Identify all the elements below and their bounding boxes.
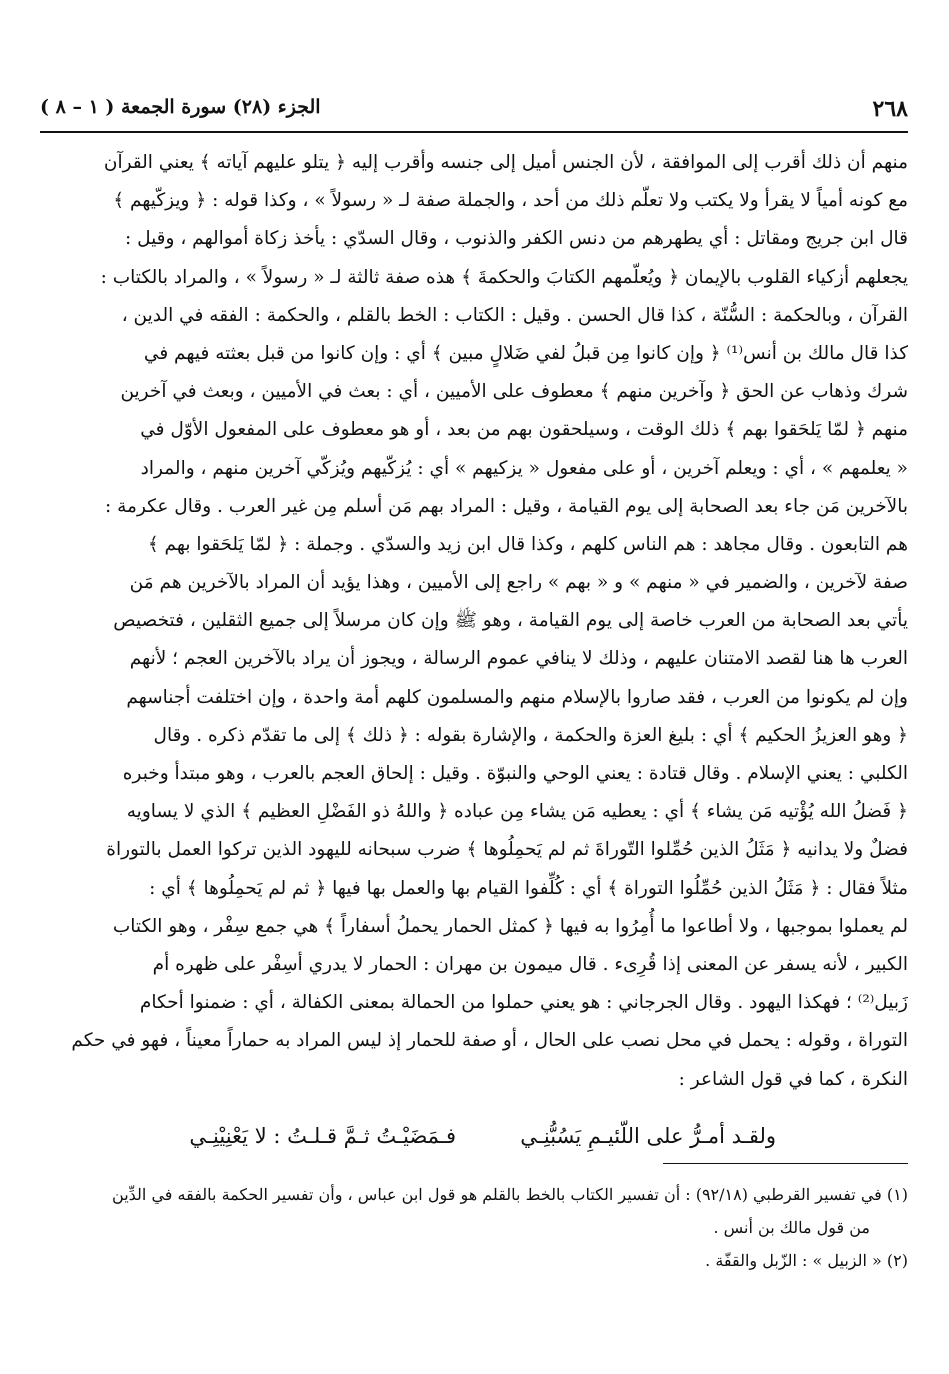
footnotes <box>40 1178 908 1277</box>
footnote-divider <box>663 1163 908 1164</box>
text-line: الكبير ، لأنه يسفر عن المعنى إذا قُرِىء . قال ميمون بن مهران : الحمار لا يدري أسِفْر على ظهره أم <box>152 953 908 975</box>
text-line: التوراة ، وقوله : يحمل في محل نصب على الحال ، أو صفة للحمار إذ ليس المراد به حماراً معيناً ، فهو في حكم <box>71 1030 908 1052</box>
text-line: هم التابعون . وقال مجاهد : هم الناس كلهم ، وكذا قال ابن زيد والسدّي . وجملة : ﴿ لمّا يَلحَقوا بهم ﴾ <box>147 533 908 555</box>
text-line: فضلٌ ولا يدانيه ﴿ مَثَلُ الذين حُمِّلوا التّوراةَ ثم لم يَحمِلُوها ﴾ ضرب سبحانه لليهود الذين تركوا العمل بالتوراة <box>106 839 908 861</box>
text-line: النكرة ، كما في قول الشاعر : <box>678 1068 908 1090</box>
text-line: العرب ها هنا لقصد الامتنان عليهم ، وذلك لا ينافي عموم الرسالة ، ويجوز أن يراد بالآخرين العجم ؛ لأنهم <box>129 648 908 670</box>
text-line: شرك وذهاب عن الحق ﴿ وآخرين منهم ﴾ معطوف على الأميين ، أي : بعث في الأميين ، وبعث في آخرين <box>120 381 908 403</box>
text-line: وإن لم يكونوا من العرب ، فقد صاروا بالإسلام منهم والمسلمون كلهم أمة واحدة ، وإن اختلفت أجناسهم <box>126 686 908 708</box>
header-divider <box>40 131 908 133</box>
footnote-2: (٢) « الزبيل » : الزّبل والقفّة . <box>705 1251 908 1270</box>
footnote-1: (١) في تفسير القرطبي (٩٢/١٨) : أن تفسير الكتاب بالخط بالقلم هو قول ابن عباس ، وأن تفسير الحكمة بالفقه في الدِّين <box>112 1185 908 1204</box>
text-line: مثلاً فقال : ﴿ مَثَلُ الذين حُمِّلُوا التوراة ﴾ أي : كُلِّفوا القيام بها والعمل بها فيها ﴿ ثم لم يَحمِلُوها ﴾ أي : <box>149 877 908 899</box>
text-line: مع كونه أمياً لا يقرأ ولا يكتب ولا تعلّم ذلك من أحد ، والجملة صفة لـ « رسولاً » ، وكذا قوله : ﴿ ويزكّيهم ﴾ <box>113 190 908 212</box>
verse-second-hemistich: فـمَضَيْـتُ ثـمَّ قـلـتُ : لا يَعْنِيْنِـي <box>189 1124 456 1148</box>
running-header <box>40 96 908 130</box>
footnote-1-continued: من قول مالك بن أنس . <box>713 1218 870 1237</box>
text-line: منهم أن ذلك أقرب إلى الموافقة ، لأن الجنس أميل إلى جنسه وأقرب إليه ﴿ يتلو عليهم آياته ﴾ يعني القرآن <box>103 152 908 173</box>
text-line: زَبيل⁽²⁾ ؛ فهكذا اليهود . وقال الجرجاني : هو يعني حملوا من الحمالة بمعنى الكفالة ، أي : ضمنوا أحكام <box>139 992 908 1014</box>
text-line: يأتي بعد الصحابة من العرب خاصة إلى يوم القيامة ، وهو ﷺ وإن كان مرسلاً إلى جميع الثقلين ، فتخصيص <box>113 610 908 632</box>
text-line: ﴿ فَضلُ الله يُؤْتيه مَن يشاء ﴾ أي : يعطيه مَن يشاء مِن عباده ﴿ واللهُ ذو الفَضْلِ العظيم ﴾ الذي لا يساويه <box>126 801 908 823</box>
page-number: ٢٦٨ <box>872 96 908 122</box>
verse-first-hemistich: ولقـد أمـرُّ على اللّئيـمِ يَسُبُّنِـي <box>520 1124 776 1148</box>
text-line: بالآخرين مَن جاء بعد الصحابة إلى يوم القيامة ، وقيل : المراد بهم مَن أسلم مِن غير العرب . وقال عكرمة : <box>105 495 908 517</box>
text-line: « يعلمهم » ، أي : ويعلم آخرين ، أو على مفعول « يزكيهم » أي : يُزكّيهم ويُزكّي آخرين منهم ، والمراد <box>140 457 908 479</box>
text-line: صفة لآخرين ، والضمير في « منهم » و « بهم » راجع إلى الأميين ، وهذا يؤيد أن المراد بالآخرين هم مَن <box>129 572 908 594</box>
text-line: لم يعملوا بموجبها ، ولا أطاعوا ما أُمِرُوا به فيها ﴿ كمثل الحمار يحملُ أسفاراً ﴾ هي جمع سِفْر ، وهو الكتاب <box>112 915 908 937</box>
text-line: يجعلهم أزكياء القلوب بالإيمان ﴿ ويُعلّمهم الكتابَ والحكمةَ ﴾ هذه صفة ثالثة لـ « رسولاً » ، والمراد بالكتاب : <box>100 266 908 288</box>
commentary-text <box>40 144 908 1099</box>
text-line: منهم ﴿ لمّا يَلحَقوا بهم ﴾ ذلك الوقت ، وسيلحقون بهم من بعد ، أو هو معطوف على المفعول الأوّل في <box>140 419 908 441</box>
text-line: ﴿ وهو العزيزُ الحكيم ﴾ أي : بليغ العزة والحكمة ، والإشارة بقوله : ﴿ ذلك ﴾ إلى ما تقدّم ذكره . وقال <box>153 724 908 746</box>
text-line: قال ابن جريج ومقاتل : أي يطهرهم من دنس الكفر والذنوب ، وقال السدّي : يأخذ زكاة أموالهم ، وقيل : <box>124 228 908 250</box>
poetry-verse <box>40 1116 908 1156</box>
text-line: القرآن ، وبالحكمة : السُّنّة ، كذا قال الحسن . وقيل : الكتاب : الخط بالقلم ، والحكمة : الفقه في الدين ، <box>121 304 908 326</box>
running-title: الجزء (٢٨) سورة الجمعة ( ١ – ٨ ) <box>40 96 321 118</box>
text-line: كذا قال مالك بن أنس⁽¹⁾ ﴿ وإن كانوا مِن قبلُ لفي ضَلالٍ مبين ﴾ أي : وإن كانوا من قبل بعثته فيهم في <box>143 342 908 364</box>
text-line: الكلبي : يعني الإسلام . وقال قتادة : يعني الوحي والنبوّة . وقيل : إلحاق العجم بالعرب ، وهو مبتدأ وخبره <box>122 763 908 784</box>
